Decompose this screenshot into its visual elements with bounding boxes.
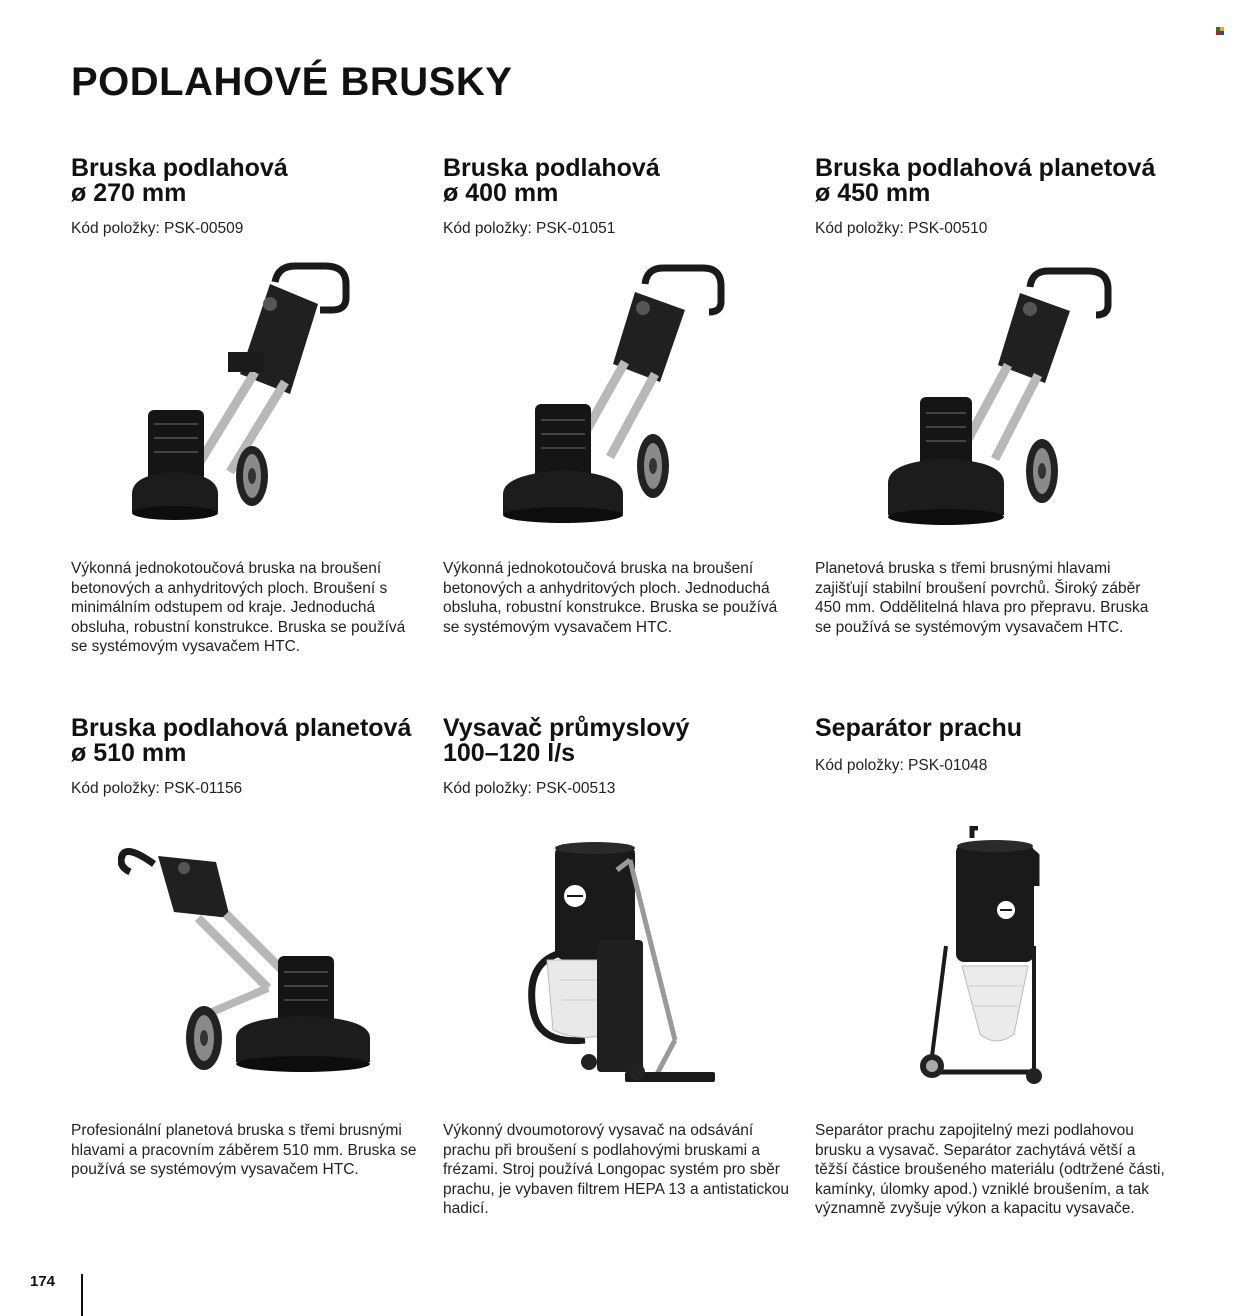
product-card <box>443 716 803 798</box>
industrial-vacuum-image <box>525 840 720 1092</box>
floor-grinder-image <box>120 262 360 524</box>
product-title <box>815 156 1175 206</box>
planetary-grinder-image <box>118 838 376 1082</box>
product-title <box>71 716 431 766</box>
product-title-line1: Bruska podlahová planetová <box>815 154 1156 182</box>
product-title-line2: ø 270 mm <box>71 179 187 207</box>
dust-separator-image <box>910 826 1060 1092</box>
page-title: PODLAHOVÉ BRUSKY <box>71 60 513 104</box>
product-card <box>71 156 431 238</box>
product-title <box>815 716 1175 741</box>
product-title-line2: ø 450 mm <box>815 179 931 207</box>
product-card <box>71 716 431 798</box>
page-number-divider <box>81 1274 83 1316</box>
brand-color-icon <box>1216 27 1224 35</box>
product-title <box>443 156 803 206</box>
product-description: Profesionální planetová bruska s třemi brusnými hlavami a pracovním záběrem 510 mm. Bruska se používá se systémovým vysavačem HTC. <box>71 1122 417 1178</box>
product-card <box>815 716 1175 775</box>
product-code: Kód položky: PSK-01156 <box>71 780 243 797</box>
product-title-line1: Bruska podlahová <box>71 154 288 182</box>
product-code: Kód položky: PSK-00510 <box>815 220 988 237</box>
product-description: Výkonná jednokotoučová bruska na broušení betonových a anhydritových ploch. Jednoduchá obsluha, robustní konstrukce. Bruska se používá se systémovým vysavačem HTC. <box>443 560 778 636</box>
product-description: Výkonný dvoumotorový vysavač na odsávání prachu při broušení s podlahovými bruskami a frézami. Stroj používá Longopac systém pro sběr prachu, je vybaven filtrem HEPA 13 a antistatickou hadicí. <box>443 1122 790 1217</box>
product-card <box>443 156 803 238</box>
product-description: Výkonná jednokotoučová bruska na broušení betonových a anhydritových ploch. Broušení s minimálním odstupem od kraje. Jednoduchá obsluha, robustní konstrukce. Bruska se používá se systémovým vysavačem HTC. <box>71 560 406 655</box>
floor-grinder-image <box>495 262 735 526</box>
product-title-line1: Bruska podlahová planetová <box>71 714 412 742</box>
page-number: 174 <box>30 1273 56 1290</box>
product-title-line1: Vysavač průmyslový <box>443 714 690 742</box>
product-code: Kód položky: PSK-01048 <box>815 757 988 774</box>
product-description: Planetová bruska s třemi brusnými hlavami zajišťují stabilní broušení povrchů. Široký záběr 450 mm. Oddělitelná hlava pro přepravu. Bruska se používá se systémovým vysavačem HTC. <box>815 560 1149 636</box>
product-title <box>443 716 803 766</box>
product-description: Separátor prachu zapojitelný mezi podlahovou brusku a vysavač. Separátor zachytává větší a těžší částice broušeného materiálu (odtržené části, kamínky, úlomky apod.) vzniklé broušením, a tak významně zvyšuje výkon a kapacitu vysavače. <box>815 1122 1165 1217</box>
product-card <box>815 156 1175 238</box>
planetary-grinder-image <box>880 265 1120 529</box>
product-code: Kód položky: PSK-00513 <box>443 780 616 797</box>
product-code: Kód položky: PSK-01051 <box>443 220 616 237</box>
product-title <box>71 156 431 206</box>
product-title-line2: 100–120 l/s <box>443 739 576 767</box>
product-title-line2: ø 510 mm <box>71 739 187 767</box>
product-title-line2: ø 400 mm <box>443 179 559 207</box>
product-title-line1: Separátor prachu <box>815 714 1023 742</box>
product-title-line1: Bruska podlahová <box>443 154 660 182</box>
product-code: Kód položky: PSK-00509 <box>71 220 244 237</box>
